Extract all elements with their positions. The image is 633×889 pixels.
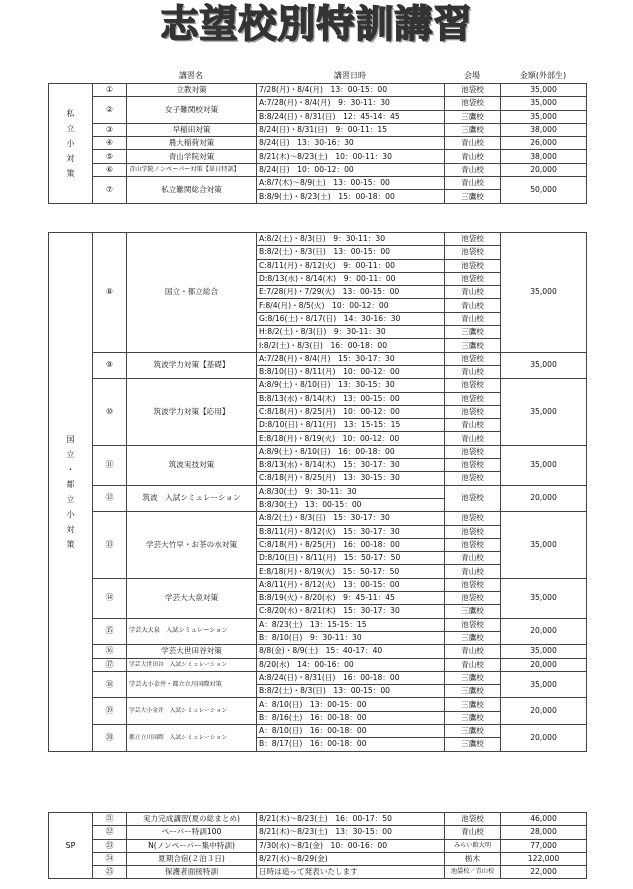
course-number: ⑲ (93, 698, 127, 725)
session-dates: 日時は追って発表いたします (257, 866, 445, 879)
course-fee: 35,000 (501, 512, 587, 578)
session-venue: 池袋校／青山校 (445, 866, 501, 879)
session-dates: C:8/18(月)・8/25(月) 13：30-15：30 (257, 472, 445, 485)
session-venue: 三鷹校 (445, 724, 501, 737)
course-fee: 35,000 (501, 233, 587, 353)
session-dates: 8/24(日) 13：30-16：30 (257, 137, 445, 150)
session-venue: 三鷹校 (445, 123, 501, 136)
course-number: ㉑ (93, 813, 127, 826)
session-venue: 池袋校 (445, 538, 501, 551)
session-venue: 栃木 (445, 852, 501, 865)
session-dates: 7/28(月)・8/4(月) 13：00-15：00 (257, 84, 445, 97)
course-name: 学芸大世田谷 入試シミュレーション (127, 658, 257, 671)
session-dates: B:8/10(日)・8/11(月) 10：00-12：00 (257, 365, 445, 378)
course-fee: 20,000 (501, 163, 587, 176)
table-row (49, 379, 587, 392)
course-number: ⑥ (93, 163, 127, 176)
table-row (49, 177, 587, 190)
course-fee: 22,000 (501, 866, 587, 879)
session-venue: 池袋校 (445, 405, 501, 418)
session-venue: 池袋校 (445, 813, 501, 826)
private-school-table (48, 83, 587, 204)
session-dates: B:8/13(水)・8/14(木) 13：00-15：00 (257, 392, 445, 405)
table-row (49, 645, 587, 658)
table-row (49, 84, 587, 97)
session-venue: 青山校 (445, 658, 501, 671)
course-name: 国立・都立総合 (127, 233, 257, 353)
course-number: ⑱ (93, 671, 127, 698)
course-name: 学芸大大泉 入試シミュレーション (127, 618, 257, 645)
session-dates: 8/21(木)〜8/23(土) 10：00-11：30 (257, 150, 445, 163)
course-name: 学芸大世田谷対策 (127, 645, 257, 658)
session-dates: B：8/17(日) 16：00-18：00 (257, 738, 445, 751)
session-venue: 三鷹校 (445, 738, 501, 751)
session-dates: A：8/10(日) 16：00-18：00 (257, 724, 445, 737)
session-dates: F:8/4(月)・8/5(火) 10：00-12：00 (257, 299, 445, 312)
session-dates: A:8/24(日)・8/31(日) 16：00-18：00 (257, 671, 445, 684)
session-venue: 池袋校 (445, 578, 501, 591)
course-number: ⑩ (93, 379, 127, 445)
session-venue: 池袋校 (445, 485, 501, 512)
course-fee: 20,000 (501, 618, 587, 645)
table-row (49, 866, 587, 879)
session-venue: 三鷹校 (445, 631, 501, 644)
session-venue: 青山校 (445, 645, 501, 658)
session-dates: A:8/7(木)〜8/9(土) 13：00-15：00 (257, 177, 445, 190)
course-name: 夏期合宿(２泊３日) (127, 852, 257, 865)
course-number: ⑮ (93, 618, 127, 645)
course-name: 学芸大大泉対策 (127, 578, 257, 618)
table-row (49, 698, 587, 711)
table-row (49, 123, 587, 136)
session-venue: 青山校 (445, 365, 501, 378)
session-dates: A:7/28(月)・8/4(月) 15：30-17：30 (257, 352, 445, 365)
session-dates: A:8/9(土)・8/10(日) 16：00-18：00 (257, 445, 445, 458)
session-venue: 青山校 (445, 299, 501, 312)
course-fee: 46,000 (501, 813, 587, 826)
course-name: 実力完成講習(夏の総まとめ) (127, 813, 257, 826)
table-row (49, 813, 587, 826)
course-number: ① (93, 84, 127, 97)
session-venue: 青山校 (445, 826, 501, 839)
section-label: SP (49, 813, 93, 879)
header-fee: 金額(外部生) (519, 71, 567, 80)
header-venue: 会場 (464, 71, 480, 80)
course-number: ㉒ (93, 826, 127, 839)
course-number: ㉔ (93, 852, 127, 865)
course-name: 早稲田対策 (127, 123, 257, 136)
course-number: ㉕ (93, 866, 127, 879)
session-dates: A：8/23(土) 13：15-15：15 (257, 618, 445, 631)
table-row (49, 163, 587, 176)
course-name: 保護者面接特訓 (127, 866, 257, 879)
table-row (49, 671, 587, 684)
table-row (49, 97, 587, 110)
session-venue: 池袋校 (445, 379, 501, 392)
course-fee: 20,000 (501, 698, 587, 725)
course-fee: 38,000 (501, 150, 587, 163)
course-number: ⑪ (93, 445, 127, 485)
session-venue: 池袋校 (445, 592, 501, 605)
section-label: 私 立 小 対 策 (49, 84, 93, 204)
session-dates: A:8/2(土)・8/3(日) 9：30-11：30 (257, 233, 445, 246)
session-dates: B：8/16(土) 16：00-18：00 (257, 711, 445, 724)
session-venue: 青山校 (445, 552, 501, 565)
session-dates: B:8/9(土)・8/23(土) 15：00-18：00 (257, 190, 445, 203)
session-venue: 池袋校 (445, 525, 501, 538)
course-fee: 20,000 (501, 724, 587, 751)
course-number: ⑫ (93, 485, 127, 512)
session-dates: B:8/24(日)・8/31(日) 12：45-14：45 (257, 110, 445, 123)
course-fee: 28,000 (501, 826, 587, 839)
session-dates: D:8/13(水)・8/14(木) 9：00-11：00 (257, 272, 445, 285)
course-name: 学芸大小金井 入試シミュレーション (127, 698, 257, 725)
course-number: ⑦ (93, 177, 127, 204)
course-fee: 38,000 (501, 123, 587, 136)
table-row (49, 618, 587, 631)
course-number: ⑧ (93, 233, 127, 353)
special-table (48, 812, 587, 879)
session-dates: B：8/10(日) 9：30-11：30 (257, 631, 445, 644)
course-fee: 35,000 (501, 445, 587, 485)
session-venue: 青山校 (445, 419, 501, 432)
session-venue: 池袋校 (445, 352, 501, 365)
session-venue: みらい館大明 (445, 839, 501, 852)
session-dates: D:8/10(日)・8/11(月) 13：15-15：15 (257, 419, 445, 432)
session-venue: 三鷹校 (445, 190, 501, 203)
course-number: ⑳ (93, 724, 127, 751)
header-course: 講習名 (179, 71, 203, 80)
course-name: 筑波実技対策 (127, 445, 257, 485)
course-number: ㉓ (93, 839, 127, 852)
session-dates: 7/30(水)〜8/1(金) 10：00-16：00 (257, 839, 445, 852)
session-dates: 8/20(水) 14：00-16：00 (257, 658, 445, 671)
session-venue: 三鷹校 (445, 711, 501, 724)
course-fee: 35,000 (501, 379, 587, 445)
session-venue: 池袋校 (445, 512, 501, 525)
session-venue: 三鷹校 (445, 326, 501, 339)
session-dates: 8/27(水)〜8/29(金) (257, 852, 445, 865)
session-venue: 池袋校 (445, 259, 501, 272)
course-number: ⑤ (93, 150, 127, 163)
course-fee: 35,000 (501, 84, 587, 97)
course-number: ⑨ (93, 352, 127, 379)
session-dates: A：8/10(日) 13：00-15：00 (257, 698, 445, 711)
session-venue: 池袋校 (445, 472, 501, 485)
course-fee: 50,000 (501, 177, 587, 204)
session-dates: B:8/30(土) 13：00-15：00 (257, 498, 445, 511)
session-dates: C:8/20(水)・8/21(木) 15：30-17：30 (257, 605, 445, 618)
course-fee: 26,000 (501, 137, 587, 150)
session-dates: 8/21(木)〜8/23(土) 16：00-17：50 (257, 813, 445, 826)
table-row (49, 852, 587, 865)
header-dates: 講習日時 (334, 71, 366, 80)
session-venue: 池袋校 (445, 97, 501, 110)
session-dates: I:8/2(土)・8/3(日) 16：00-18：00 (257, 339, 445, 352)
session-venue: 三鷹校 (445, 685, 501, 698)
session-dates: 8/24(日)・8/31(日) 9：00-11：15 (257, 123, 445, 136)
session-dates: G:8/16(土)・8/17(日) 14：30-16：30 (257, 312, 445, 325)
session-dates: H:8/2(土)・8/3(日) 9：30-11：30 (257, 326, 445, 339)
session-venue: 三鷹校 (445, 110, 501, 123)
session-venue: 池袋校 (445, 392, 501, 405)
course-name: 学芸大竹早・お茶の水対策 (127, 512, 257, 578)
table-row (49, 512, 587, 525)
session-venue: 池袋校 (445, 233, 501, 246)
session-venue: 青山校 (445, 286, 501, 299)
table-row (49, 150, 587, 163)
course-number: ⑭ (93, 578, 127, 618)
course-number: ⑯ (93, 645, 127, 658)
course-name: 筑波 入試シミュレーション (127, 485, 257, 512)
session-dates: 8/8(金)・8/9(土) 15：40-17：40 (257, 645, 445, 658)
course-fee: 35,000 (501, 645, 587, 658)
table-row (49, 658, 587, 671)
table-row (49, 578, 587, 591)
session-venue: 三鷹校 (445, 339, 501, 352)
session-dates: A:7/28(月)・8/4(月) 9：30-11：30 (257, 97, 445, 110)
course-name: 立教対策 (127, 84, 257, 97)
session-dates: B:8/13(水)・8/14(木) 15：30-17：30 (257, 459, 445, 472)
course-name: ペーパー特訓100 (127, 826, 257, 839)
course-name: 学芸大小金井・都立立川国際対策 (127, 671, 257, 698)
table-row (49, 137, 587, 150)
table-row (49, 445, 587, 458)
table-row (49, 233, 587, 246)
session-dates: E:8/18(月)・8/19(火) 10：00-12：00 (257, 432, 445, 445)
session-dates: B:8/2(土)・8/3(日) 13：00-15：00 (257, 246, 445, 259)
page-title: 志望校別特訓講習 (160, 2, 473, 46)
session-dates: A:8/11(月)・8/12(火) 13：00-15：00 (257, 578, 445, 591)
table-row (49, 352, 587, 365)
course-fee: 20,000 (501, 485, 587, 512)
course-name: 女子難関校対策 (127, 97, 257, 124)
session-venue: 青山校 (445, 150, 501, 163)
session-dates: E:7/28(月)・7/29(火) 13：00-15：00 (257, 286, 445, 299)
national-public-table (48, 232, 587, 752)
session-venue: 三鷹校 (445, 671, 501, 684)
table-row (49, 485, 587, 498)
session-dates: A:8/30(土) 9：30-11：30 (257, 485, 445, 498)
table-row (49, 839, 587, 852)
session-dates: 8/24(日) 10：00-12：00 (257, 163, 445, 176)
session-venue: 青山校 (445, 312, 501, 325)
course-name: 農大稲荷対策 (127, 137, 257, 150)
session-venue: 池袋校 (445, 84, 501, 97)
session-dates: E:8/18(月)・8/19(火) 15：50-17：50 (257, 565, 445, 578)
session-venue: 池袋校 (445, 445, 501, 458)
session-venue: 池袋校 (445, 618, 501, 631)
session-dates: B:8/11(月)・8/12(火) 15：30-17：30 (257, 525, 445, 538)
course-name: N(ノンペーパー集中特訓) (127, 839, 257, 852)
course-fee: 35,000 (501, 352, 587, 379)
course-name: 私立難関総合対策 (127, 177, 257, 204)
course-name: 青山学院対策 (127, 150, 257, 163)
section-label: 国 立 ・ 都 立 小 対 策 (49, 233, 93, 752)
session-dates: C:8/11(月)・8/12(火) 9：00-11：00 (257, 259, 445, 272)
session-dates: C:8/18(月)・8/25(月) 16：00-18：00 (257, 538, 445, 551)
course-fee: 122,000 (501, 852, 587, 865)
session-venue: 青山校 (445, 565, 501, 578)
course-fee: 77,000 (501, 839, 587, 852)
session-dates: A:8/9(土)・8/10(日) 13：30-15：30 (257, 379, 445, 392)
course-number: ⑬ (93, 512, 127, 578)
session-venue: 青山校 (445, 137, 501, 150)
course-name: 都立立川国際 入試シミュレーション (127, 724, 257, 751)
table-row (49, 724, 587, 737)
session-dates: B:8/19(火)・8/20(水) 9：45-11：45 (257, 592, 445, 605)
course-fee: 35,000 (501, 97, 587, 110)
course-number: ③ (93, 123, 127, 136)
course-number: ④ (93, 137, 127, 150)
course-name: 筑波学力対策【応用】 (127, 379, 257, 445)
session-dates: 8/21(木)〜8/23(土) 13：30-15：00 (257, 826, 445, 839)
session-venue: 青山校 (445, 432, 501, 445)
course-name: 青山学院ノンペーパー対策【単日特訓】 (127, 163, 257, 176)
course-fee: 35,000 (501, 671, 587, 698)
session-dates: C:8/18(月)・8/25(月) 10：00-12：00 (257, 405, 445, 418)
session-dates: B:8/2(土)・8/3(日) 13：00-15：00 (257, 685, 445, 698)
course-name: 筑波学力対策【基礎】 (127, 352, 257, 379)
session-venue: 池袋校 (445, 246, 501, 259)
course-fee: 20,000 (501, 658, 587, 671)
table-row (49, 826, 587, 839)
session-dates: A:8/2(土)・8/3(日) 15：30-17：30 (257, 512, 445, 525)
course-number: ⑰ (93, 658, 127, 671)
session-venue: 池袋校 (445, 272, 501, 285)
session-dates: D:8/10(日)・8/11(月) 15：50-17：50 (257, 552, 445, 565)
session-venue: 青山校 (445, 163, 501, 176)
session-venue: 池袋校 (445, 459, 501, 472)
session-venue: 三鷹校 (445, 698, 501, 711)
course-fee: 35,000 (501, 110, 587, 123)
session-venue: 青山校 (445, 177, 501, 190)
course-number: ② (93, 97, 127, 124)
course-fee: 35,000 (501, 578, 587, 618)
session-venue: 三鷹校 (445, 605, 501, 618)
